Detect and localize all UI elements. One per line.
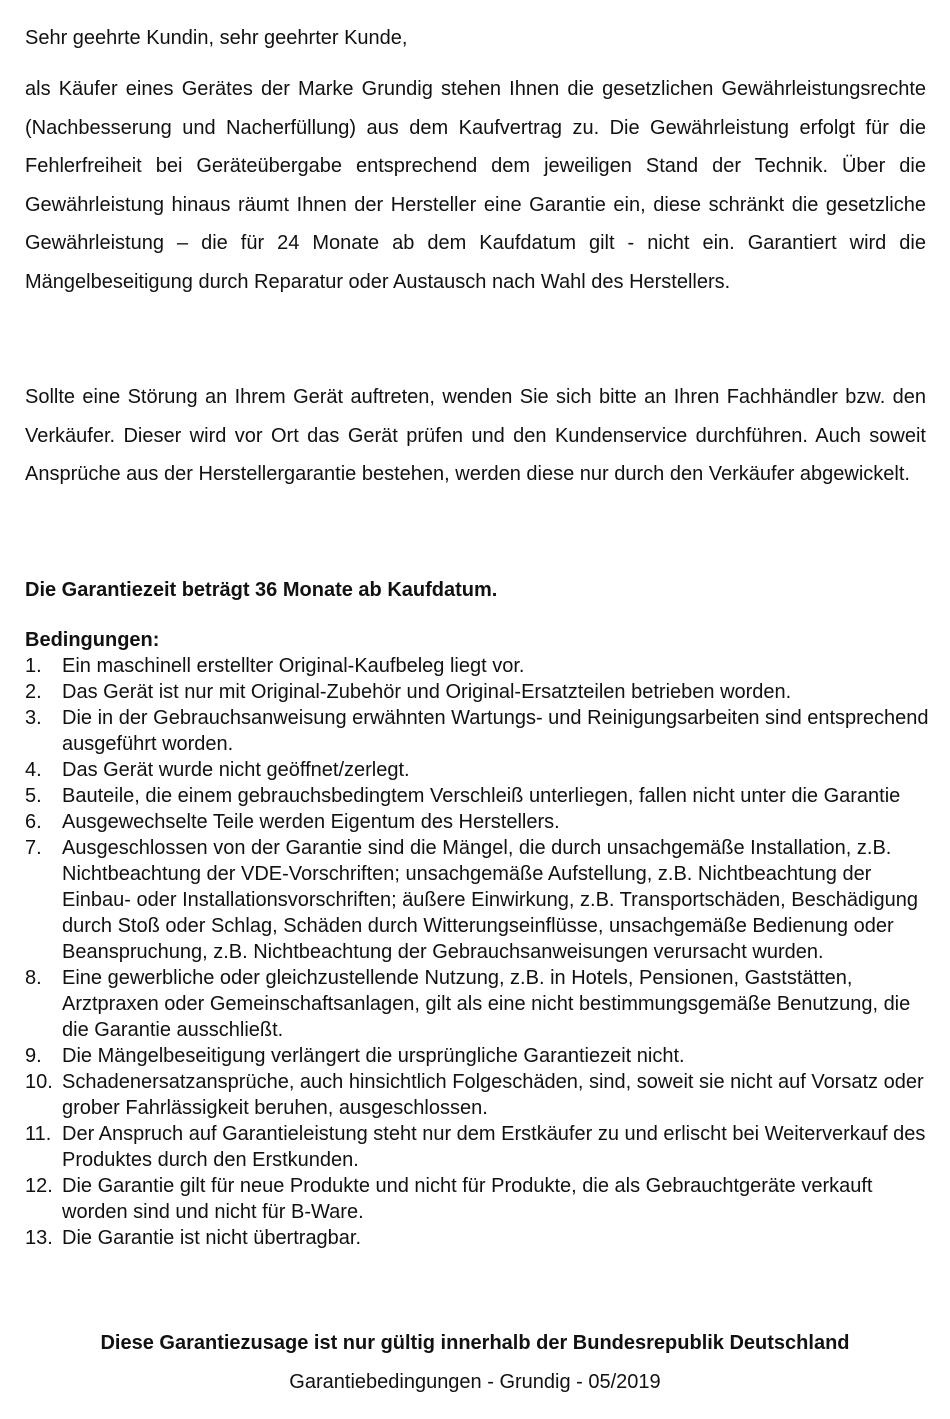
condition-number: 2. [25,681,42,703]
condition-item [25,705,930,757]
condition-text: Ein maschinell erstellter Original-Kaufbeleg liegt vor. [62,655,525,677]
intro-paragraph: als Käufer eines Gerätes der Marke Grundig stehen Ihnen die gesetzlichen Gewährleistungsrechte (Nachbesserung und Nacherfüllung) aus dem Kaufvertrag zu. Die Gewährleistung erfolgt für die Fehlerfreiheit bei Geräteübergabe entsprechend dem jeweiligen Stand der Technik. Über die Gewährleistung hinaus räumt Ihnen der Hersteller eine Garantie ein, diese schränkt die gesetzliche Gewährleistung – die für 24 Monate ab dem Kaufdatum gilt - nicht ein. Garantiert wird die Mängelbeseitigung durch Reparatur oder Austausch nach Wahl des Herstellers. [25,78,926,293]
condition-item [25,679,930,705]
salutation: Sehr geehrte Kundin, sehr geehrter Kunde, [25,27,408,49]
condition-item [25,757,930,783]
condition-number: 7. [25,837,42,859]
condition-text: Das Gerät ist nur mit Original-Zubehör und Original-Ersatzteilen betrieben worden. [62,681,792,703]
condition-item [25,653,930,679]
condition-number: 1. [25,655,42,677]
condition-number: 11. [25,1123,52,1145]
condition-number: 6. [25,811,42,833]
condition-item [25,835,930,965]
condition-number: 3. [25,707,42,729]
condition-text: Der Anspruch auf Garantieleistung steht nur dem Erstkäufer zu und erlischt bei Weiterverkauf des Produktes durch den Erstkunden. [62,1123,926,1171]
condition-item [25,809,930,835]
condition-text: Ausgewechselte Teile werden Eigentum des Herstellers. [62,811,560,833]
condition-item [25,1173,930,1225]
condition-number: 4. [25,759,42,781]
condition-item [25,1121,930,1173]
condition-text: Das Gerät wurde nicht geöffnet/zerlegt. [62,759,410,781]
footer-reference: Garantiebedingungen - Grundig - 05/2019 [289,1371,661,1393]
condition-item [25,1043,930,1069]
service-paragraph: Sollte eine Störung an Ihrem Gerät auftreten, wenden Sie sich bitte an Ihren Fachhändler bzw. den Verkäufer. Dieser wird vor Ort das Gerät prüfen und den Kundenservice durchführen. Auch soweit Ansprüche aus der Herstellergarantie bestehen, werden diese nur durch den Verkäufer abgewickelt. [25,386,926,486]
condition-text: Die in der Gebrauchsanweisung erwähnten Wartungs- und Reinigungsarbeiten sind entsprechend ausgeführt worden. [62,707,929,755]
condition-number: 10. [25,1071,53,1093]
condition-text: Bauteile, die einem gebrauchsbedingtem Verschleiß unterliegen, fallen nicht unter die Garantie [62,785,901,807]
condition-item [25,965,930,1043]
condition-text: Schadenersatzansprüche, auch hinsichtlich Folgeschäden, sind, soweit sie nicht auf Vorsatz oder grober Fahrlässigkeit beruhen, ausgeschlossen. [62,1071,924,1119]
condition-text: Eine gewerbliche oder gleichzustellende Nutzung, z.B. in Hotels, Pensionen, Gaststätten, Arztpraxen oder Gemeinschaftsanlagen, gilt als eine nicht bestimmungsgemäße Benutzung, die die Garantie ausschließt. [62,967,911,1041]
condition-item [25,1069,930,1121]
condition-item [25,1225,930,1251]
condition-number: 5. [25,785,42,807]
conditions-title: Bedingungen: [25,629,160,651]
condition-text: Die Garantie ist nicht übertragbar. [62,1227,362,1249]
warranty-period-heading: Die Garantiezeit beträgt 36 Monate ab Kaufdatum. [25,579,498,601]
condition-number: 12. [25,1175,53,1197]
condition-text: Die Mängelbeseitigung verlängert die ursprüngliche Garantiezeit nicht. [62,1045,685,1067]
conditions-list [25,653,930,1251]
condition-text: Die Garantie gilt für neue Produkte und nicht für Produkte, die als Gebrauchtgeräte verkauft worden sind und nicht für B-Ware. [62,1175,873,1223]
condition-number: 9. [25,1045,42,1067]
condition-number: 13. [25,1227,53,1249]
condition-item [25,783,930,809]
condition-number: 8. [25,967,42,989]
validity-note: Diese Garantiezusage ist nur gültig innerhalb der Bundesrepublik Deutschland [100,1332,850,1354]
condition-text: Ausgeschlossen von der Garantie sind die Mängel, die durch unsachgemäße Installation, z.B. Nichtbeachtung der VDE-Vorschriften; unsachgemäße Aufstellung, z.B. Nichtbeachtung der Einbau- oder Installationsvorschriften; äußere Einwirkung, z.B. Transportschäden, Beschädigung durch Stoß oder Schlag, Schäden durch Witterungseinflüsse, unsachgemäße Bedienung oder Beanspruchung, z.B. Nichtbeachtung der Gebrauchsanweisungen verursacht wurden. [62,837,919,963]
